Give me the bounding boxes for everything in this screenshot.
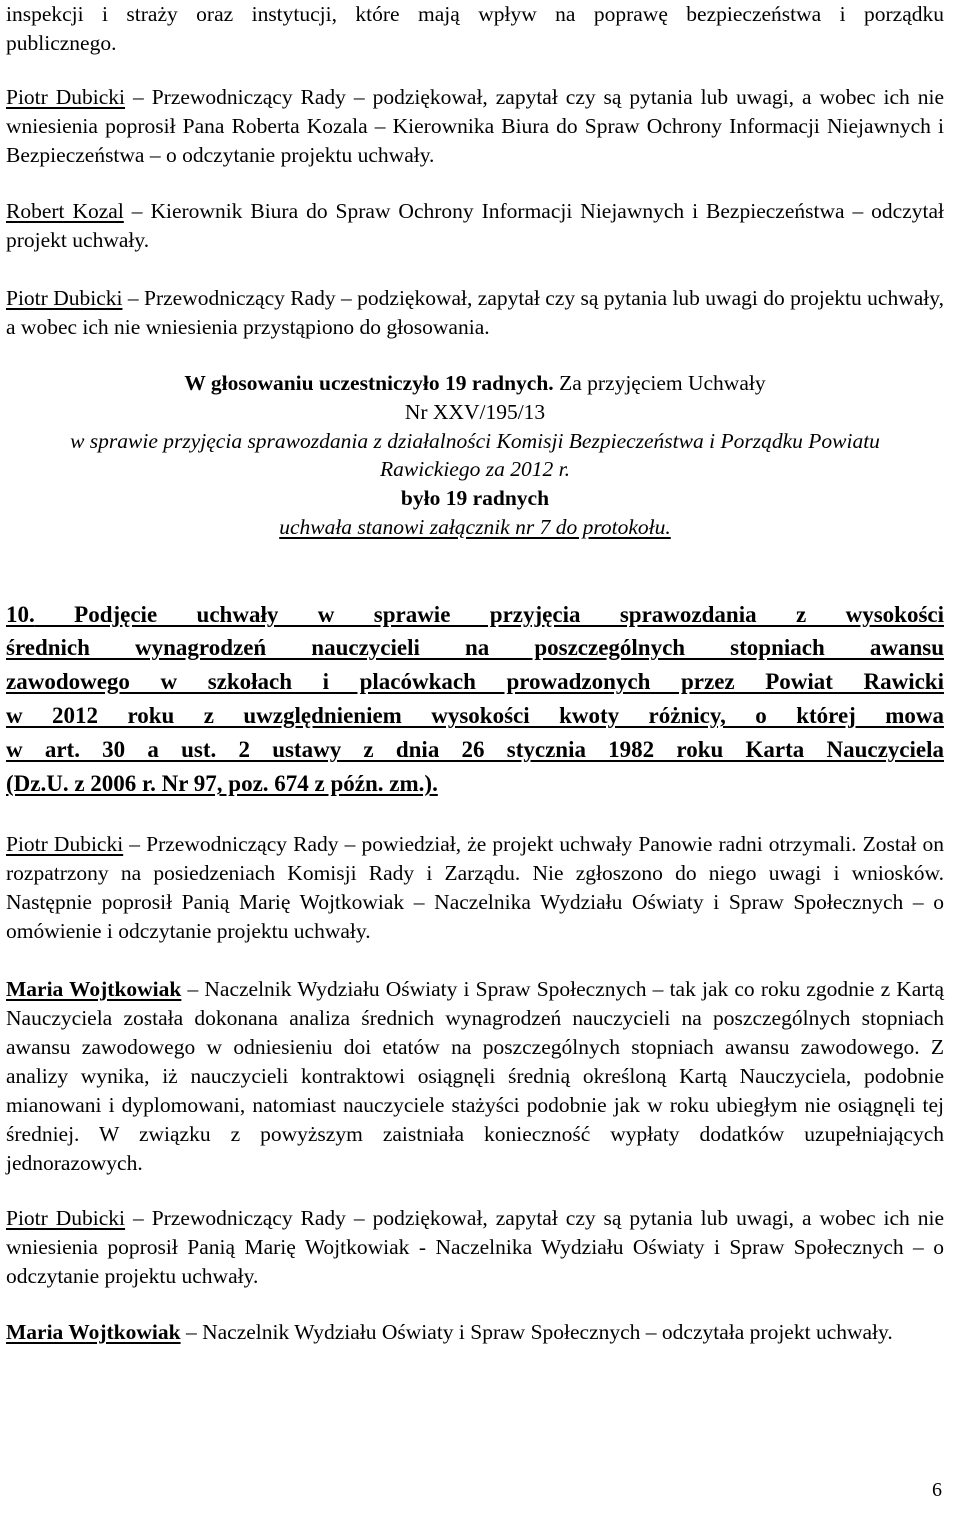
paragraph-dubicki-3: [6, 830, 944, 946]
vote-result: było 19 radnych: [400, 486, 550, 510]
paragraph-dubicki-1: [6, 83, 944, 170]
paragraph-text: – Kierownik Biura do Spraw Ochrony Informacji Niejawnych i Bezpieczeństwa – odczytał projekt uchwały.: [6, 199, 944, 252]
heading-line-5: w art. 30 a ust. 2 ustawy z dnia 26 stycznia 1982 roku Karta Nauczyciela: [6, 737, 944, 762]
vote-participants: W głosowaniu uczestniczyło 19 radnych.: [184, 371, 554, 395]
vote-summary: [6, 369, 944, 398]
speaker-name: Piotr Dubicki: [6, 286, 123, 310]
paragraph-dubicki-4: [6, 1204, 944, 1291]
paragraph-text: – Naczelnik Wydziału Oświaty i Spraw Społecznych – odczytała projekt uchwały.: [180, 1320, 893, 1344]
resolution-subject-1: w sprawie przyjęcia sprawozdania z działalności Komisji Bezpieczeństwa i Porządku Powiatu: [70, 429, 880, 453]
speaker-name: Piotr Dubicki: [6, 1206, 126, 1230]
speaker-name: Piotr Dubicki: [6, 832, 124, 856]
paragraph-text: – Naczelnik Wydziału Oświaty i Spraw Społecznych – tak jak co roku zgodnie z Kartą Nauczyciela została dokonana analiza średnich wynagrodzeń nauczycieli na poszczególnych stopniach awansu zawodowego w odniesieniu doi etatów na poszczególnych stopniach awansu zawodowego. Z analizy wynika, iż nauczycieli kontraktowi osiągnęli średnią określoną Kartą Nauczyciela, podobnie mianowani i dyplomowani, natomiast nauczyciele stażyści podobnie jak w roku ubiegłym nie osiągnęli tej średniej. W związku z powyższym zaistniała konieczność wypłaty dodatków uzupełniających jednorazowych.: [6, 977, 944, 1175]
paragraph-wojtkowiak-1: [6, 975, 944, 1178]
paragraph-text: – Przewodniczący Rady – podziękował, zapytał czy są pytania lub uwagi, a wobec ich nie wniesienia poprosił Pana Roberta Kozala – Kierownika Biura do Spraw Ochrony Informacji Niejawnych i Bezpieczeństwa – o odczytanie projektu uchwały.: [6, 85, 944, 167]
heading-line-6: (Dz.U. z 2006 r. Nr 97, poz. 674 z późn. zm.).: [6, 771, 438, 796]
page-number: 6: [932, 1479, 942, 1501]
attachment-note: uchwała stanowi załącznik nr 7 do protokołu.: [279, 515, 671, 539]
vote-intro: Za przyjęciem Uchwały: [553, 371, 766, 395]
paragraph-text: – Przewodniczący Rady – powiedział, że projekt uchwały Panowie radni otrzymali. Został on rozpatrzony na posiedzeniach Komisji Rady i Zarządu. Nie zgłoszono do niego uwagi i wniosków. Następnie poprosił Panią Marię Wojtkowiak – Naczelnika Wydziału Oświaty i Spraw Społecznych – o omówienie i odczytanie projektu uchwały.: [6, 832, 944, 943]
paragraph-dubicki-2: [6, 284, 944, 342]
heading-text: Podjęcie uchwały w sprawie przyjęcia sprawozdania z wysokości: [34, 602, 944, 627]
heading-line-1: [6, 598, 944, 632]
speaker-name: Piotr Dubicki: [6, 85, 126, 109]
heading-line-2: średnich wynagrodzeń nauczycieli na poszczególnych stopniach awansu: [6, 635, 944, 660]
paragraph-text: – Przewodniczący Rady – podziękował, zapytał czy są pytania lub uwagi do projektu uchwały, a wobec ich nie wniesienia przystąpiono do głosowania.: [6, 286, 944, 339]
resolution-subject-2: Rawickiego za 2012 r.: [380, 457, 570, 481]
paragraph-kozal: [6, 197, 944, 255]
speaker-name: Maria Wojtkowiak: [6, 1320, 181, 1344]
heading-line-4: w 2012 roku z uwzględnieniem wysokości kwoty różnicy, o której mowa: [6, 703, 944, 728]
intro-line-2: publicznego.: [6, 31, 117, 55]
paragraph-text: – Przewodniczący Rady – podziękował, zapytał czy są pytania lub uwagi, a wobec ich nie wniesienia poprosił Panią Marię Wojtkowiak - Naczelnika Wydziału Oświaty i Spraw Społecznych – o odczytanie projektu uchwały.: [6, 1206, 944, 1288]
resolution-number: Nr XXV/195/13: [404, 400, 546, 424]
paragraph-wojtkowiak-2: [6, 1318, 944, 1347]
speaker-name: Robert Kozal: [6, 199, 124, 223]
heading-number: 10.: [6, 602, 35, 627]
heading-line-3: zawodowego w szkołach i placówkach prowadzonych przez Powiat Rawicki: [6, 669, 944, 694]
speaker-name: Maria Wojtkowiak: [6, 977, 182, 1001]
intro-line-1: inspekcji i straży oraz instytucji, które mają wpływ na poprawę bezpieczeństwa i porządku: [6, 2, 944, 26]
